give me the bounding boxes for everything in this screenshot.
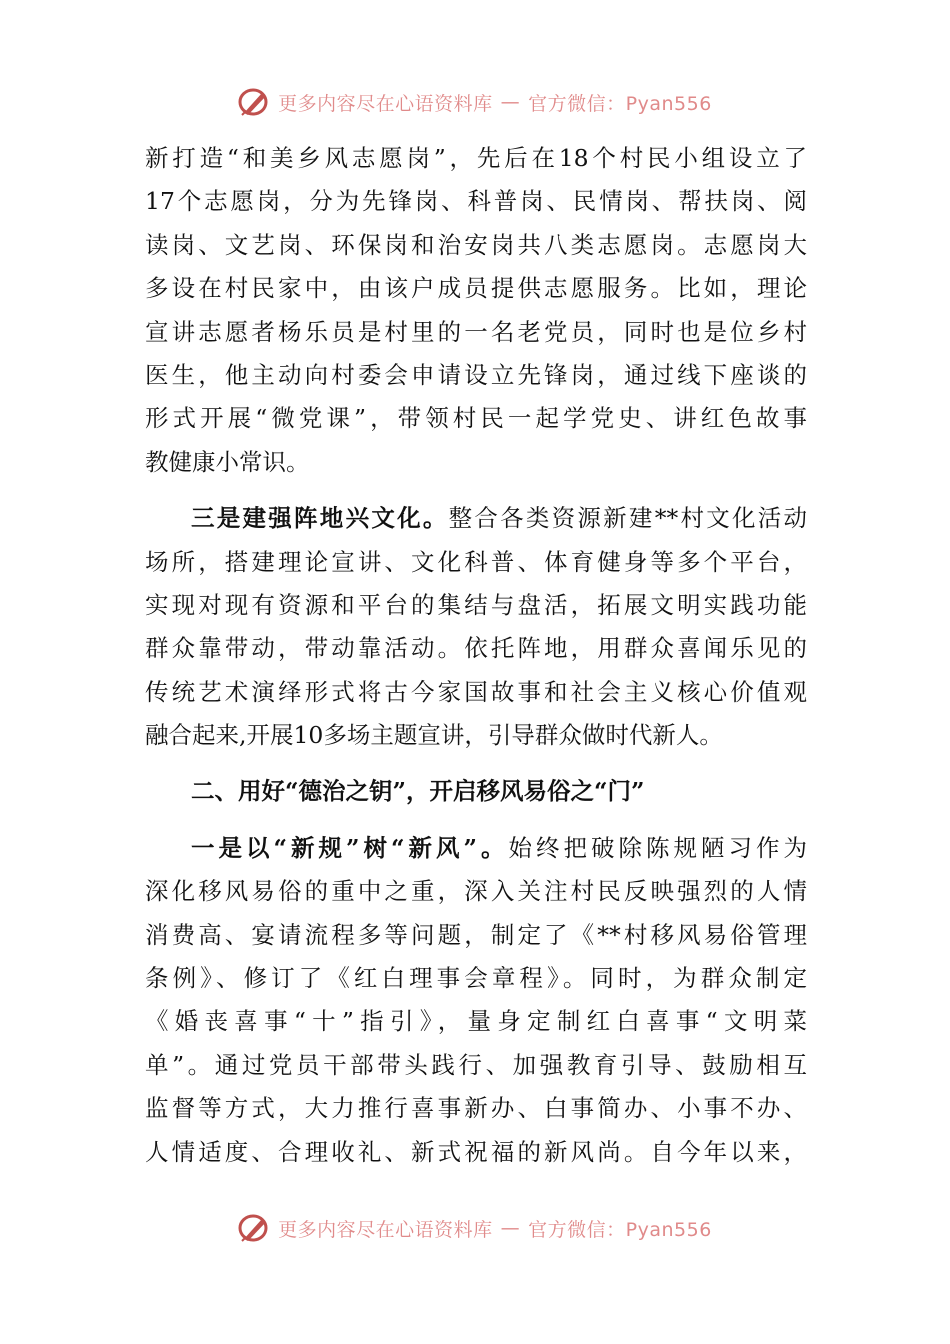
- text-line: 实现对现有资源和平台的集结与盘活，拓展文明实践功能: [145, 590, 807, 619]
- paragraph-volunteer-posts: [145, 137, 807, 484]
- text-line: 医生，他主动向村委会申请设立先锋岗，通过线下座谈的: [145, 360, 807, 389]
- banner-contact: 官方微信：Pyan556: [528, 92, 712, 115]
- text-line: 人情适度、合理收礼、新式祝福的新风尚。自今年以来，: [145, 1137, 807, 1166]
- text-line: 监督等方式，大力推行喜事新办、白事简办、小事不办、: [145, 1094, 807, 1123]
- banner-text: 更多内容尽在心语资料库: [278, 92, 493, 115]
- banner-dash: —: [500, 91, 521, 113]
- text-line: 融合起来,开展10多场主题宣讲，引导群众做时代新人。: [145, 721, 723, 750]
- paragraph-lead: 一是以“新规”树“新风”。: [191, 833, 509, 862]
- banner-text: 更多内容尽在心语资料库: [278, 1218, 493, 1241]
- footer-watermark-banner: [0, 1208, 950, 1248]
- banner-dash: —: [500, 1217, 521, 1239]
- text-line: 17个志愿岗，分为先锋岗、科普岗、民情岗、帮扶岗、阅: [145, 187, 807, 216]
- text-line: 深化移风易俗的重中之重，深入关注村民反映强烈的人情: [145, 877, 807, 906]
- document-body: [145, 137, 807, 1174]
- text-line: 场所，搭建理论宣讲、文化科普、体育健身等多个平台，: [145, 547, 807, 576]
- text-line: 单”。通过党员干部带头践行、加强教育引导、鼓励相互: [145, 1050, 807, 1079]
- paragraph-lead: 三是建强阵地兴文化。: [191, 504, 449, 533]
- text-line: 多设在村民家中，由该户成员提供志愿服务。比如，理论: [145, 274, 807, 303]
- text-line: [145, 497, 807, 540]
- section-heading: 二、用好“德治之钥”，开启移风易俗之“门”: [191, 777, 645, 806]
- text-run: 整合各类资源新建**村文化活动: [448, 504, 807, 533]
- text-line: [145, 827, 807, 870]
- text-line: 读岗、文艺岗、环保岗和治安岗共八类志愿岗。志愿岗大: [145, 230, 807, 259]
- text-line: 传统艺术演绎形式将古今家国故事和社会主义核心价值观: [145, 677, 807, 706]
- text-run: 始终把破除陈规陋习作为: [508, 833, 807, 862]
- pen-logo-icon: [238, 1213, 272, 1243]
- text-line: 宣讲志愿者杨乐员是村里的一名老党员，同时也是位乡村: [145, 317, 807, 346]
- text-line: 条例》、修订了《红白理事会章程》。同时，为群众制定: [145, 964, 807, 993]
- header-watermark-banner: [0, 82, 950, 122]
- banner-contact: 官方微信：Pyan556: [528, 1218, 712, 1241]
- text-line: 形式开展“微党课”，带领村民一起学党史、讲红色故事: [145, 404, 807, 433]
- text-line: 群众靠带动，带动靠活动。依托阵地，用群众喜闻乐见的: [145, 634, 807, 663]
- text-line: 消费高、宴请流程多等问题，制定了《**村移风易俗管理: [145, 920, 807, 949]
- paragraph-new-customs: [145, 827, 807, 1174]
- pen-logo-icon: [238, 87, 272, 117]
- paragraph-culture-positions: [145, 497, 807, 757]
- text-line: 《婚丧喜事“十”指引》，量身定制红白喜事“文明菜: [145, 1007, 807, 1036]
- text-line: 新打造“和美乡风志愿岗”，先后在18个村民小组设立了: [145, 144, 807, 172]
- text-line: 教健康小常识。: [145, 447, 310, 476]
